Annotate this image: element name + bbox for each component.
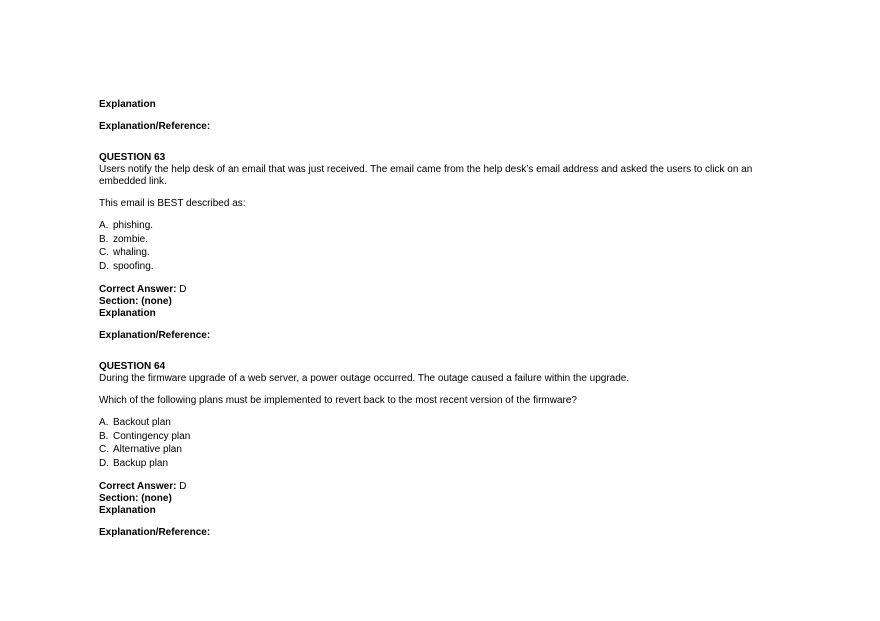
explanation-reference-heading: Explanation/Reference:	[99, 121, 211, 132]
question-prompt: Which of the following plans must be implemented to revert back to the most recent version of the firmware?	[99, 395, 577, 406]
option-a: A. phishing.	[99, 220, 154, 231]
explanation-heading: Explanation	[99, 505, 156, 516]
question-stem: During the firmware upgrade of a web server, a power outage occurred. The outage caused a failure within the upgrade.	[99, 373, 630, 384]
question-64	[99, 361, 789, 539]
explanation-heading: Explanation	[99, 99, 156, 110]
section-label: Section: (none)	[99, 296, 172, 307]
option-b: B. Contingency plan	[99, 430, 191, 442]
option-b: B. zombie.	[99, 233, 149, 245]
correct-answer: Correct Answer: D	[99, 284, 187, 295]
question-title: QUESTION 64	[99, 361, 166, 372]
document-page	[99, 99, 789, 539]
option-c: C. whaling.	[99, 247, 150, 258]
explanation-reference-heading: Explanation/Reference:	[99, 330, 211, 341]
question-prompt: This email is BEST described as:	[99, 198, 246, 209]
question-title: QUESTION 63	[99, 152, 166, 163]
option-c: C. Alternative plan	[99, 444, 182, 455]
option-d: D. Backup plan	[99, 457, 169, 469]
question-stem: Users notify the help desk of an email that was just received. The email came from the help desk’s email address and asked the users to click on an embedded link.	[99, 164, 753, 187]
option-d: D. spoofing.	[99, 260, 154, 272]
option-a: A. Backout plan	[99, 417, 171, 428]
answer-options	[99, 220, 789, 273]
question-63	[99, 152, 789, 342]
answer-options	[99, 417, 789, 470]
correct-answer: Correct Answer: D	[99, 481, 187, 492]
explanation-heading: Explanation	[99, 308, 156, 319]
explanation-reference-heading: Explanation/Reference:	[99, 527, 211, 538]
section-label: Section: (none)	[99, 493, 172, 504]
